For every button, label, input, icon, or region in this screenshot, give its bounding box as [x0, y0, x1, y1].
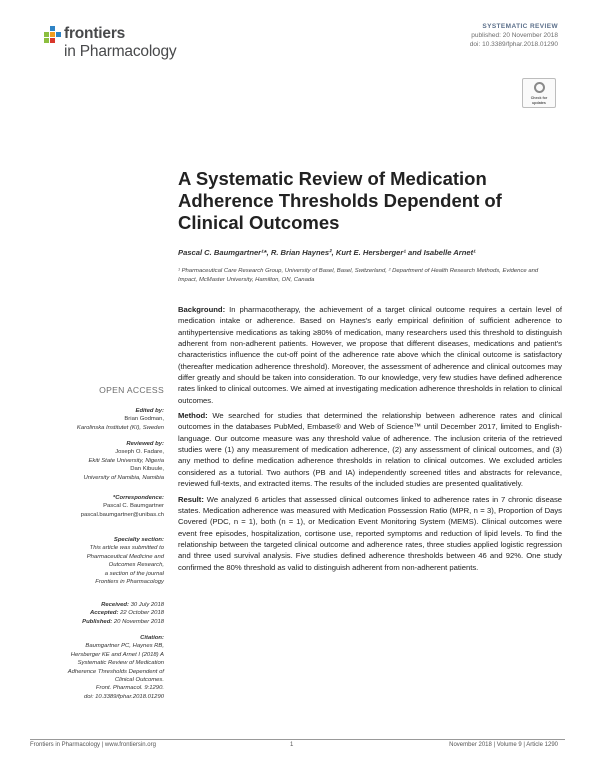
- background-label: Background:: [178, 305, 226, 314]
- citation-line-2: Hersberger KE and Arnet I (2018) A: [70, 651, 164, 658]
- open-access-label: OPEN ACCESS: [99, 385, 164, 395]
- edited-by-label: Edited by:: [135, 408, 164, 414]
- doi-header[interactable]: doi: 10.3389/fphar.2018.01290: [469, 41, 558, 48]
- article-type: SYSTEMATIC REVIEW: [482, 23, 558, 30]
- article-title: A Systematic Review of Medication Adherence Thresholds Dependent of Clinical Outcomes: [178, 168, 502, 233]
- badge-label-2: updates: [532, 101, 546, 105]
- affiliations: ¹ Pharmaceutical Care Research Group, University of Basel, Basel, Switzerland, ² Department of Health Research Methods, Evidence and Impact, McMaster University, Hamilton, ON, Canada: [178, 268, 539, 283]
- correspondence-name: Pascal C. Baumgartner: [103, 503, 164, 510]
- result-label: Result:: [178, 494, 204, 504]
- abstract: [178, 304, 562, 577]
- received-label: Received:: [101, 602, 129, 608]
- editor-affiliation: Karolinska Institutet (KI), Sweden: [76, 424, 164, 431]
- abstract-result: [178, 494, 562, 573]
- editor-name[interactable]: Brian Godman,: [124, 416, 164, 423]
- specialty-label: Specialty section:: [113, 537, 164, 543]
- correspondence-section: [30, 494, 164, 519]
- footer-divider: [30, 739, 565, 740]
- reviewed-by-section: [30, 440, 164, 482]
- reviewed-by-label: Reviewed by:: [126, 441, 164, 447]
- page-number: 1: [290, 742, 294, 748]
- citation-label: Citation:: [140, 635, 164, 641]
- specialty-line-5: Frontiers in Pharmacology: [95, 579, 164, 586]
- logo-wordmark: frontiers: [64, 25, 126, 42]
- citation-line-6: Front. Pharmacol. 9:1290.: [95, 685, 164, 692]
- reviewer-1-name[interactable]: Joseph O. Fadare,: [115, 449, 164, 456]
- abstract-method: [178, 410, 562, 489]
- check-for-updates-badge[interactable]: [522, 78, 556, 108]
- received-date: 30 July 2018: [130, 602, 164, 608]
- specialty-line-2: Pharmaceutical Medicine and: [86, 553, 164, 560]
- author-list: Pascal C. Baumgartner¹*, R. Brian Haynes², Kurt E. Hersberger¹ and Isabelle Arnet¹: [178, 248, 476, 257]
- accepted-label: Accepted:: [89, 610, 119, 617]
- reviewer-1-affiliation: Ekiti State University, Nigeria: [88, 457, 164, 464]
- reviewer-2-affiliation: University of Namibia, Namibia: [83, 474, 164, 481]
- correspondence-email[interactable]: pascal.baumgartner@unibas.ch: [80, 511, 164, 518]
- published-date: 20 November 2018: [113, 618, 164, 625]
- specialty-line-1: This article was submitted to: [89, 545, 164, 552]
- citation-line-3: Systematic Review of Medication: [77, 660, 164, 667]
- specialty-line-4: a section of the journal: [104, 570, 164, 577]
- citation-line-5: Clinical Outcomes.: [114, 677, 164, 684]
- method-text: We searched for studies that determined the relationship between adherence rates and clinical outcomes in the databases PubMed, Embase® and Web of Science™ until December 2017, limited to English-language. Our outcome measure was any threshold value of adherence. The inclusion criteria of the retrieved studies were (1) any measurement of medication adherence, (2) any assessment of clinical outcomes, and (3) any method to define medication adherence thresholds in relation to clinical outcomes. We excluded articles considered as a tutorial. Two authors (PB and IA) independently screened titles and abstracts for relevance, reviewed full-texts, and extracted items. The results of the included studies are presented qualitatively.: [178, 411, 562, 489]
- method-label: Method:: [178, 411, 208, 421]
- abstract-background: [178, 304, 562, 406]
- specialty-section: [30, 536, 164, 586]
- result-text: We analyzed 6 articles that assessed clinical outcomes linked to adherence rates in 7 chronic disease states. Medication adherence was measured with Medication Possession Ratio (MPR, n = 3), Proportion of Days Covered (PDC, n = 1), both (n = 1), or Medication Event Monitoring System (MEMS). Clinical outcomes were event free episodes, hospitalization, cortisone use, reported symptoms and reduction of lipid levels. To find the relationship between the targeted clinical outcome and adherence rates, three studies applied logistic regression and three used survival analysis. Five studies defined adherence thresholds between 46 and 92%. One study confirmed the 80% threshold as valid to distinguish adherent from non-adherent patients.: [178, 494, 563, 572]
- correspondence-label: *Correspondence:: [112, 495, 164, 501]
- citation-line-1: Baumgartner PC, Haynes RB,: [85, 643, 164, 650]
- published-date-header: published: 20 November 2018: [471, 32, 558, 39]
- dates-section: [30, 601, 164, 626]
- footer-journal[interactable]: Frontiers in Pharmacology | www.frontiersin.org: [30, 742, 156, 748]
- badge-label-1: Check for: [530, 96, 548, 100]
- citation-line-4: Adherence Thresholds Dependent of: [67, 668, 164, 675]
- reviewer-2-name[interactable]: Dan Kibuule,: [130, 466, 164, 473]
- accepted-date: 22 October 2018: [120, 610, 164, 617]
- frontiers-logo-icon: [42, 26, 62, 46]
- published-label: Published:: [82, 618, 113, 625]
- logo-journal-name: in Pharmacology: [64, 43, 177, 60]
- footer-volume: November 2018 | Volume 9 | Article 1290: [449, 742, 558, 748]
- specialty-line-3: Outcomes Research,: [108, 562, 164, 569]
- citation-section: [30, 634, 164, 701]
- edited-by-section: [30, 407, 164, 432]
- background-text: In pharmacotherapy, the achievement of a target clinical outcome requires a certain level of medication intake or adherence. Based on Haynes's early empirical definition of sufficient adherence to antihypertensive medications as taking ≥80% of medication, many researchers used this threshold to distinguish adherent from non-adherent patients. However, we propose that different diseases, medications and patient's characteristics influence the cut-off point of the adherence rate above which the clinical outcome is satisfactory (thereafter medication adherence threshold). Moreover, the assessment of adherence and clinical outcomes may differ greatly and should be taken into consideration. To our knowledge, very few studies have defined adherence rates linked to clinical outcomes. We aimed at investigating medication adherence thresholds in relation to clinical outcomes.: [178, 305, 563, 405]
- update-icon: [534, 82, 545, 93]
- citation-doi[interactable]: doi: 10.3389/fphar.2018.01290: [83, 693, 164, 700]
- journal-logo[interactable]: [42, 24, 222, 74]
